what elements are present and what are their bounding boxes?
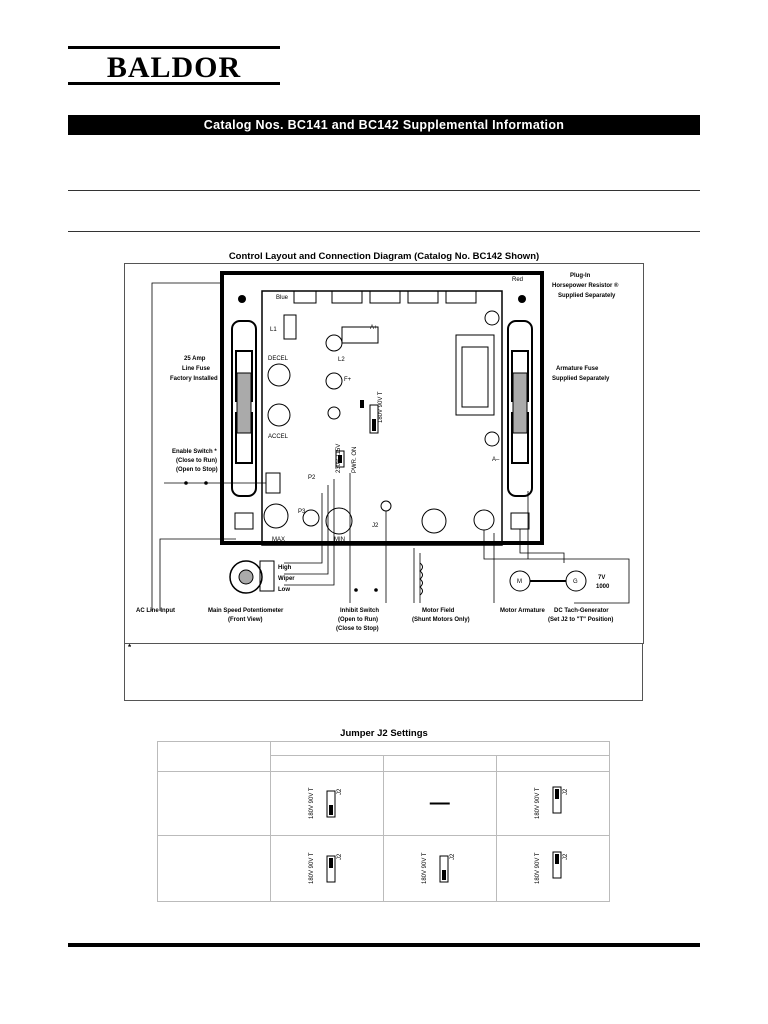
- footnote-marker: *: [128, 643, 132, 652]
- min-label: MIN: [334, 537, 345, 543]
- decel-label: DECEL: [268, 356, 289, 362]
- j2-opts-label: 180V 90V T: [378, 391, 384, 423]
- plug-in-1-label: Plug-In: [570, 273, 591, 279]
- table-cell: [270, 836, 383, 902]
- pins-label: 180V 90V T: [534, 787, 541, 819]
- jumper-icon: [307, 844, 347, 888]
- table-row: [158, 836, 610, 902]
- blue-label: Blue: [276, 295, 289, 301]
- divider: [68, 190, 700, 191]
- table-header-row: [158, 742, 610, 756]
- jumper-icon: [533, 844, 573, 888]
- footnote-box: [124, 643, 643, 701]
- table-cell: [383, 772, 496, 836]
- table-cell: [270, 742, 609, 756]
- line-fuse-1-label: 25 Amp: [184, 356, 206, 362]
- arm-fuse-1-label: Armature Fuse: [556, 366, 599, 372]
- g-label: G: [573, 579, 578, 585]
- enable-1-label: Enable Switch *: [172, 449, 217, 455]
- a-plus-label: A+: [370, 325, 378, 331]
- red-label: Red: [512, 277, 524, 283]
- wiper-label: Wiper: [278, 576, 295, 582]
- table-cell: [383, 756, 496, 772]
- table-cell: [158, 772, 271, 836]
- tach-v1-label: 7V: [598, 575, 606, 581]
- j2-label-label: J2: [449, 853, 456, 860]
- page-title: Catalog Nos. BC141 and BC142 Supplemental Information: [68, 115, 700, 135]
- p3-label: P3: [298, 509, 306, 515]
- plug-in-3-label: Supplied Separately: [558, 293, 616, 299]
- table-cell: [496, 772, 609, 836]
- table-cell: [383, 836, 496, 902]
- pot-1-label: Main Speed Potentiometer: [208, 608, 284, 614]
- jumper-pwr-label: 230V 115V: [336, 443, 342, 473]
- f-plus-label: F+: [344, 377, 352, 383]
- ac-line-label: AC Line Input: [136, 608, 175, 614]
- inhibit-2-label: (Open to Run): [338, 617, 378, 623]
- l2-label: L2: [338, 357, 345, 363]
- pins-label: 180V 90V T: [308, 787, 315, 819]
- pins-label: 180V 90V T: [308, 852, 315, 884]
- table-cell: [158, 836, 271, 902]
- a-minus-label: A–: [492, 457, 500, 463]
- tach-1-label: DC Tach-Generator: [554, 608, 609, 614]
- field-2-label: (Shunt Motors Only): [412, 617, 470, 623]
- inhibit-3-label: (Close to Stop): [336, 626, 379, 632]
- jumper-icon: [420, 844, 460, 888]
- footer-rule: [68, 943, 700, 947]
- line-fuse-3-label: Factory Installed: [170, 376, 218, 382]
- jumper-icon: [533, 779, 573, 823]
- l1-label: L1: [270, 327, 277, 333]
- diagram-caption: Control Layout and Connection Diagram (Catalog No. BC142 Shown): [228, 251, 540, 262]
- max-label: MAX: [272, 537, 286, 543]
- table-cell: [496, 836, 609, 902]
- divider: [68, 231, 700, 232]
- pwr-on-label: PWR. ON: [352, 446, 358, 473]
- m-label: M: [517, 579, 522, 585]
- enable-2-label: (Close to Run): [176, 458, 217, 464]
- inhibit-1-label: Inhibit Switch: [340, 608, 379, 614]
- accel-label: ACCEL: [268, 434, 289, 440]
- low-label: Low: [278, 587, 290, 593]
- j2-label-label: J2: [562, 788, 569, 795]
- j2-label-label: J2: [336, 853, 343, 860]
- armature-label: Motor Armature: [500, 608, 545, 614]
- p2-label: P2: [308, 475, 316, 481]
- table-cell: [270, 756, 383, 772]
- mount-hole: [518, 295, 526, 303]
- field-1-label: Motor Field: [422, 608, 455, 614]
- table-cell: [158, 742, 271, 772]
- plug-in-2-label: Horsepower Resistor ®: [552, 283, 619, 289]
- pins-label: 180V 90V T: [421, 852, 428, 884]
- table-row: [158, 772, 610, 836]
- jumper-icon: [307, 779, 347, 823]
- brand-text: BALDOR: [106, 51, 242, 84]
- j2-label-label: J2: [336, 788, 343, 795]
- pot-2-label: (Front View): [228, 617, 263, 623]
- tach-2-label: (Set J2 to "T" Position): [548, 617, 614, 623]
- j2-label: J2: [372, 523, 379, 529]
- line-fuse-2-label: Line Fuse: [182, 366, 211, 372]
- jumper-settings-table: [157, 741, 610, 902]
- arm-fuse-2-label: Supplied Separately: [552, 376, 610, 382]
- table-caption: Jumper J2 Settings: [340, 728, 428, 739]
- high-label: High: [278, 565, 292, 571]
- enable-3-label: (Open to Stop): [176, 467, 218, 473]
- j2-label-label: J2: [562, 853, 569, 860]
- not-applicable: —: [429, 792, 450, 814]
- tach-v2-label: 1000: [596, 584, 610, 590]
- baldor-logo: [68, 46, 280, 86]
- control-layout-diagram: [124, 263, 644, 644]
- pins-label: 180V 90V T: [534, 852, 541, 884]
- table-cell: [496, 756, 609, 772]
- table-cell: [270, 772, 383, 836]
- mount-hole: [238, 295, 246, 303]
